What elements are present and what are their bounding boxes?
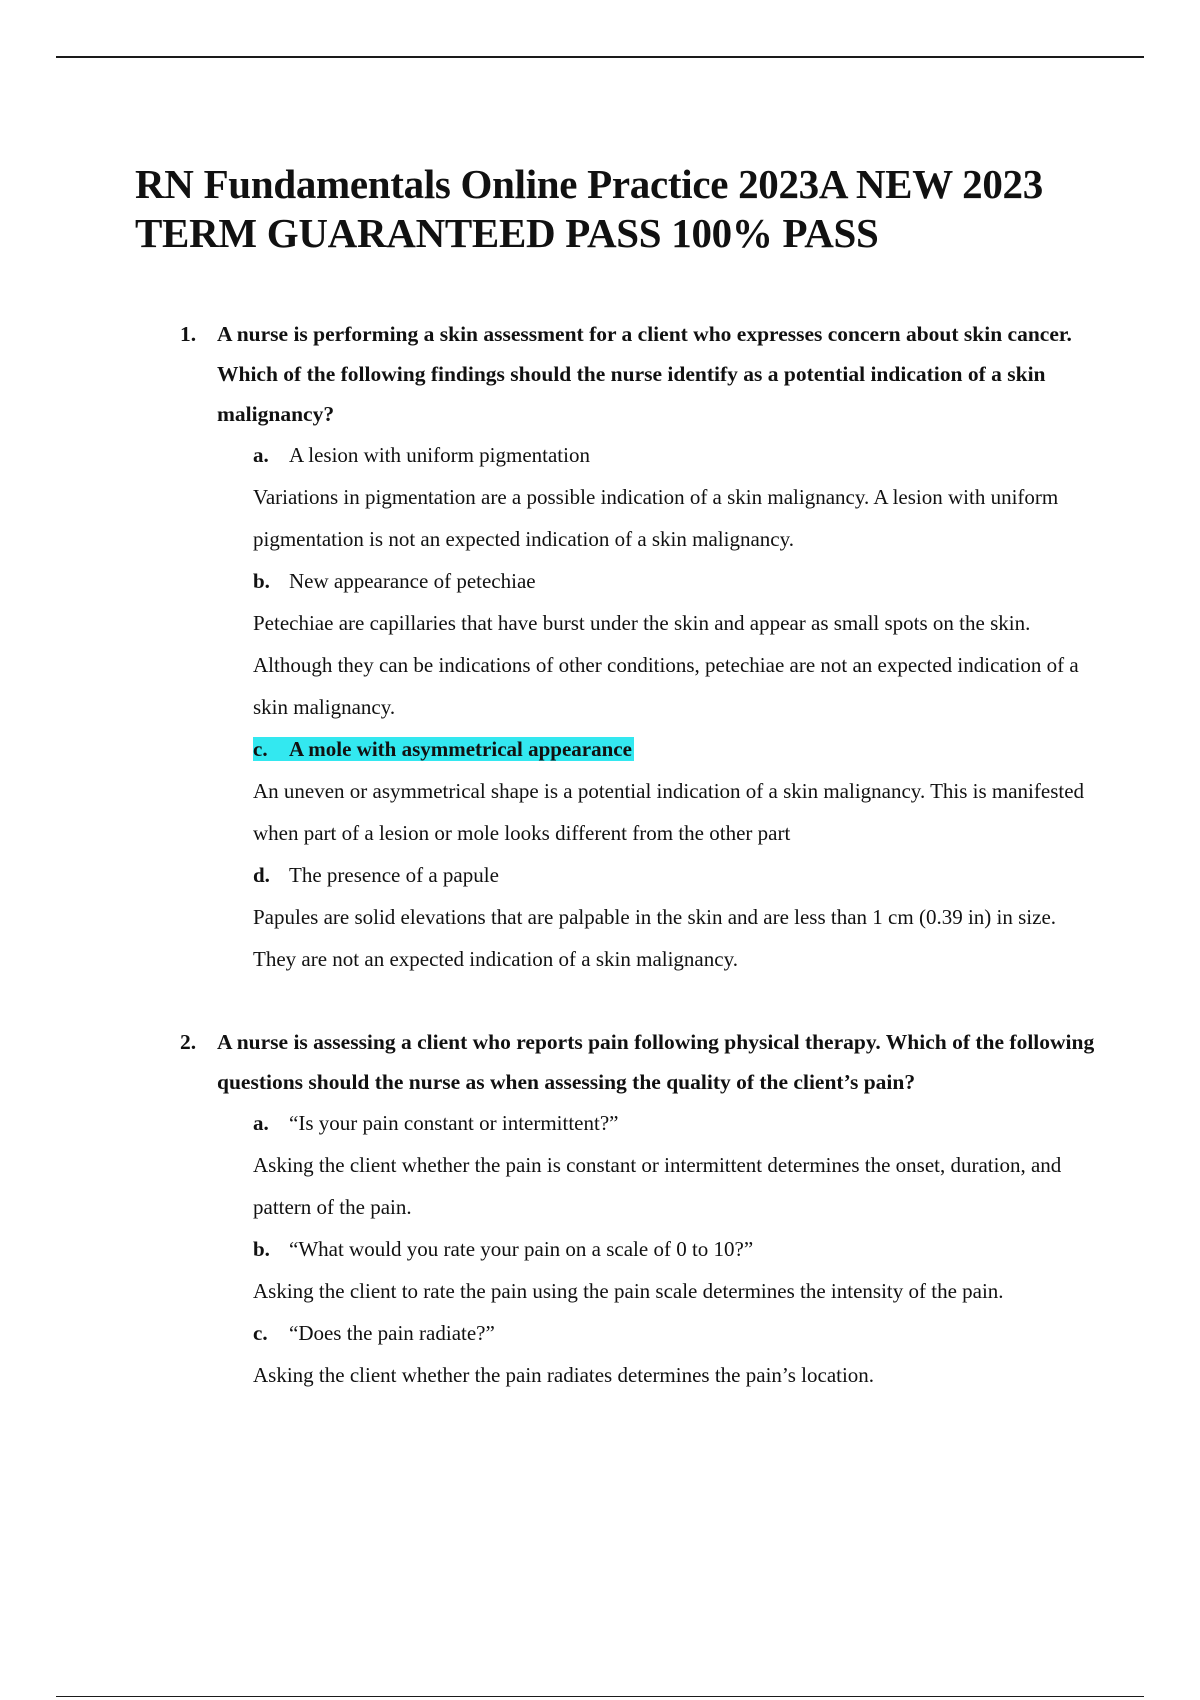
header-rule [56, 56, 1144, 58]
option-a [253, 434, 1095, 560]
option-letter: d. [253, 863, 270, 887]
option-rationale: Asking the client to rate the pain using the pain scale determines the intensity of the pain. [253, 1279, 1004, 1303]
option-d [253, 854, 1095, 980]
option-b [253, 560, 1095, 728]
option-letter: a. [253, 443, 269, 467]
question-list [135, 314, 1095, 1396]
option-text: “Does the pain radiate?” [289, 1321, 495, 1345]
option-text: A lesion with uniform pigmentation [289, 443, 590, 467]
option-text: A mole with asymmetrical appearance [289, 737, 632, 761]
option-c [253, 1312, 1095, 1396]
option-rationale: An uneven or asymmetrical shape is a potential indication of a skin malignancy. This is manifested when part of a lesion or mole looks different from the other part [253, 779, 1085, 845]
question-text: A nurse is assessing a client who reports pain following physical therapy. Which of the following questions should the nurse as when assessing the quality of the client’s pain? [217, 1030, 1095, 1094]
option-text: New appearance of petechiae [289, 569, 536, 593]
option-letter: b. [253, 1237, 270, 1261]
question-number: 1. [180, 322, 197, 346]
option-b [253, 1228, 1095, 1312]
correct-answer-highlight [253, 737, 634, 761]
document-title: RN Fundamentals Online Practice 2023A NEW 2023 TERM GUARANTEED PASS 100% PASS [135, 161, 1043, 256]
option-rationale: Asking the client whether the pain is constant or intermittent determines the onset, duration, and pattern of the pain. [253, 1153, 1062, 1219]
answer-options [217, 1102, 1095, 1396]
option-text: The presence of a papule [289, 863, 499, 887]
option-rationale: Papules are solid elevations that are palpable in the skin and are less than 1 cm (0.39 in) in size. They are not an expected indication of a skin malignancy. [253, 905, 1057, 971]
footer-rule [56, 1696, 1144, 1697]
question-number: 2. [180, 1030, 197, 1054]
option-letter: a. [253, 1111, 269, 1135]
option-text: “What would you rate your pain on a scale of 0 to 10?” [289, 1237, 754, 1261]
option-rationale: Asking the client whether the pain radiates determines the pain’s location. [253, 1363, 875, 1387]
option-letter: c. [253, 737, 268, 761]
option-c-correct [253, 728, 1095, 854]
question-1 [135, 314, 1095, 980]
document-body [135, 160, 1095, 1396]
question-text: A nurse is performing a skin assessment for a client who expresses concern about skin cancer. Which of the following findings should the nurse identify as a potential indication of a skin malignancy? [217, 322, 1072, 426]
option-letter: b. [253, 569, 270, 593]
option-letter: c. [253, 1321, 268, 1345]
option-a [253, 1102, 1095, 1228]
option-rationale: Variations in pigmentation are a possible indication of a skin malignancy. A lesion with uniform pigmentation is not an expected indication of a skin malignancy. [253, 485, 1059, 551]
option-rationale: Petechiae are capillaries that have burst under the skin and appear as small spots on the skin. Although they can be indications of other conditions, petechiae are not an expected indication of a skin malignancy. [253, 611, 1079, 719]
option-text: “Is your pain constant or intermittent?” [289, 1111, 619, 1135]
question-2 [135, 1022, 1095, 1396]
answer-options [217, 434, 1095, 980]
